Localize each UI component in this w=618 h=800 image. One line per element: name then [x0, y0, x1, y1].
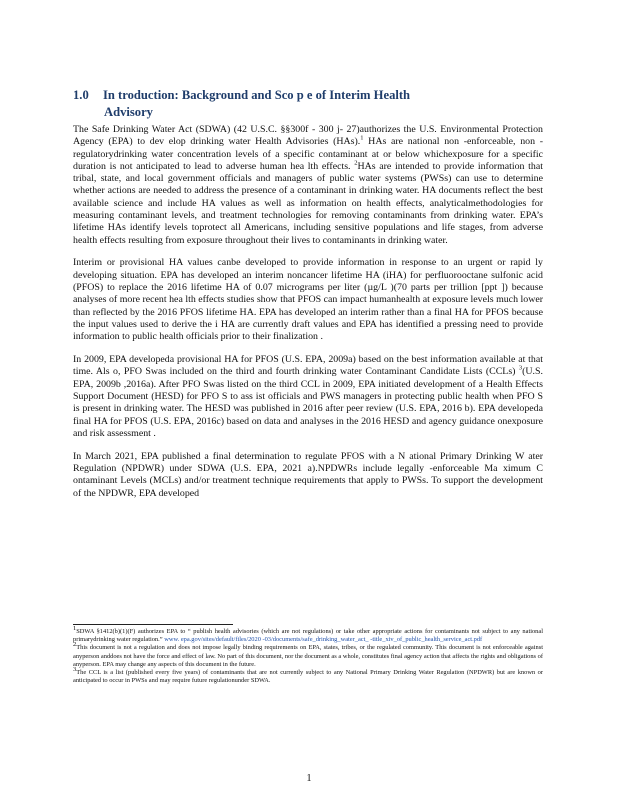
paragraph-1-text-a: The Safe Drinking Water Act (SDWA) (42 U.S.C. §§300f - 300 j- 27)authorizes the U.S. Environmental Protection Agency (EPA) to dev elop drinking water Health Advisories (HAs).: [73, 124, 543, 148]
footnote-ref-1[interactable]: 1: [360, 135, 364, 142]
footnote-2: [73, 641, 543, 669]
section-heading: [73, 87, 543, 121]
footnote-1-text: SDWA §1412(b)(1)(F) authorizes EPA to “ publish health advisories (which are not regulations) or take other appropriate actions for contaminants not subject to any national primarydrinking water regulation.”: [73, 628, 543, 644]
footnote-1-mark: 1: [73, 624, 77, 632]
section-title-line2: Advisory: [104, 105, 153, 119]
paragraph-3: [73, 354, 543, 440]
footnotes: [73, 624, 543, 685]
footnote-2-mark: 2: [73, 641, 77, 649]
paragraph-3-text-b: (U.S. EPA, 2009b ,2016a). After PFO Swas listed on the third CCL in 2009, EPA initiated development of a Health Effects Support Document (HESD) for PFO S to ass ist officials and PWS managers in protecting public health when PFO S is present in drinking water. The HESD was published in 2016 after peer review (U.S. EPA, 2016 b). EPA developeda final HA for PFOS (U.S. EPA, 2016c) based on data and analyses in the 2016 HESD and agency guidance onexposure and risk assessment .: [73, 366, 543, 439]
paragraph-1-text-b: HAs are national non -enforceable, non -regulatorydrinking water concentration levels of a specific contaminant at or below whichexposure for a specific duration is not anticipated to lead to adverse human hea lth effects.: [73, 136, 543, 172]
paragraph-1-text-c: HAs are intended to provide information that tribal, state, and local government officials and managers of public water systems (PWSs) can use to determine whether actions are needed to address the presence of a contaminant in drinking water. HA documents reflect the best available science and include HA values as well as information on health effects, analyticalmethodologies for measuring contaminant levels, and treatment technologies for removing contaminants from drinking water. EPA’s lifetime HAs identify levels toprotect all Americans, including sensitive populations and life stages, from adverse health effects resulting from exposure throughout their lives to contaminants in drinking water.: [73, 160, 543, 246]
footnote-2-text: This document is not a regulation and does not impose legally binding requirements on EPA, states, tribes, or the regulated community. This document is not enforceable against anyperson anddoes not have the force and effect of law. No part of this document, nor the document as a whole, constitutes final agency action that affects the rights and obligations of anyperson. EPA may change any aspects of this document in the future.: [73, 644, 543, 668]
section-number: 1.0: [73, 88, 89, 102]
footnote-3: [73, 665, 543, 685]
section-title-line1: In troduction: Background and Sco p e of Interim Health: [103, 88, 411, 102]
paragraph-3-text-a: In 2009, EPA developeda provisional HA for PFOS (U.S. EPA, 2009a) based on the best information available at that time. Als o, PFO Swas included on the third and fourth drinking water Contaminant Candidate Lists (CCLs): [73, 354, 543, 378]
footnote-divider: [73, 624, 233, 625]
page-number: 1: [306, 773, 312, 784]
footnote-ref-3[interactable]: 3: [518, 365, 523, 373]
paragraph-2: Interim or provisional HA values canbe developed to provide information in response to an urgent or rapid ly developing situation. EPA has developed an interim noncancer lifetime HA (iHA) for perfluorooctane sulfonic acid (PFOS) to replace the 2016 lifetime HA of 0.07 micrograms per liter (µg/L )(70 parts per trillion [ppt ]) because analyses of more recent hea lth effects studies show that PFOS can impact humanhealth at exposure levels much lower than reflected by the 2016 PFOS lifetime HA. EPA has developed an interim rather than a final HA for PFOS because the input values used to derive the i HA are currently draft values and EPA has identified a pressing need to provide information to public health officials prior to their finalization .: [73, 257, 543, 343]
paragraph-4: In March 2021, EPA published a final determination to regulate PFOS with a N ational Primary Drinking W ater Regulation (NPDWR) under SDWA (U.S. EPA, 2021 a).NPDWRs include legally -enforceable Ma ximum C ontaminant Levels (MCLs) and/or treatment technique requirements that apply to PWSs. To support the development of the NPDWR, EPA developed: [73, 450, 543, 499]
body-text: [73, 124, 543, 510]
paragraph-1: [73, 124, 543, 247]
footnote-3-text: The CCL is a list (published every five years) of contaminants that are not currently subject to any National Primary Drinking Water Regulation (NPDWR) but are known or anticipated to occur in PWSs and may require future regulationunder SDWA.: [73, 669, 543, 685]
footnote-ref-2[interactable]: 2: [354, 159, 358, 167]
footnote-1: [73, 624, 543, 644]
footnote-3-mark: 3: [73, 665, 77, 673]
footnote-1-link[interactable]: www. epa.gov/sites/default/files/2020 -03/documents/safe_drinking_water_act_ -title_xiv_of_public_health_service_act.pdf: [164, 636, 483, 644]
